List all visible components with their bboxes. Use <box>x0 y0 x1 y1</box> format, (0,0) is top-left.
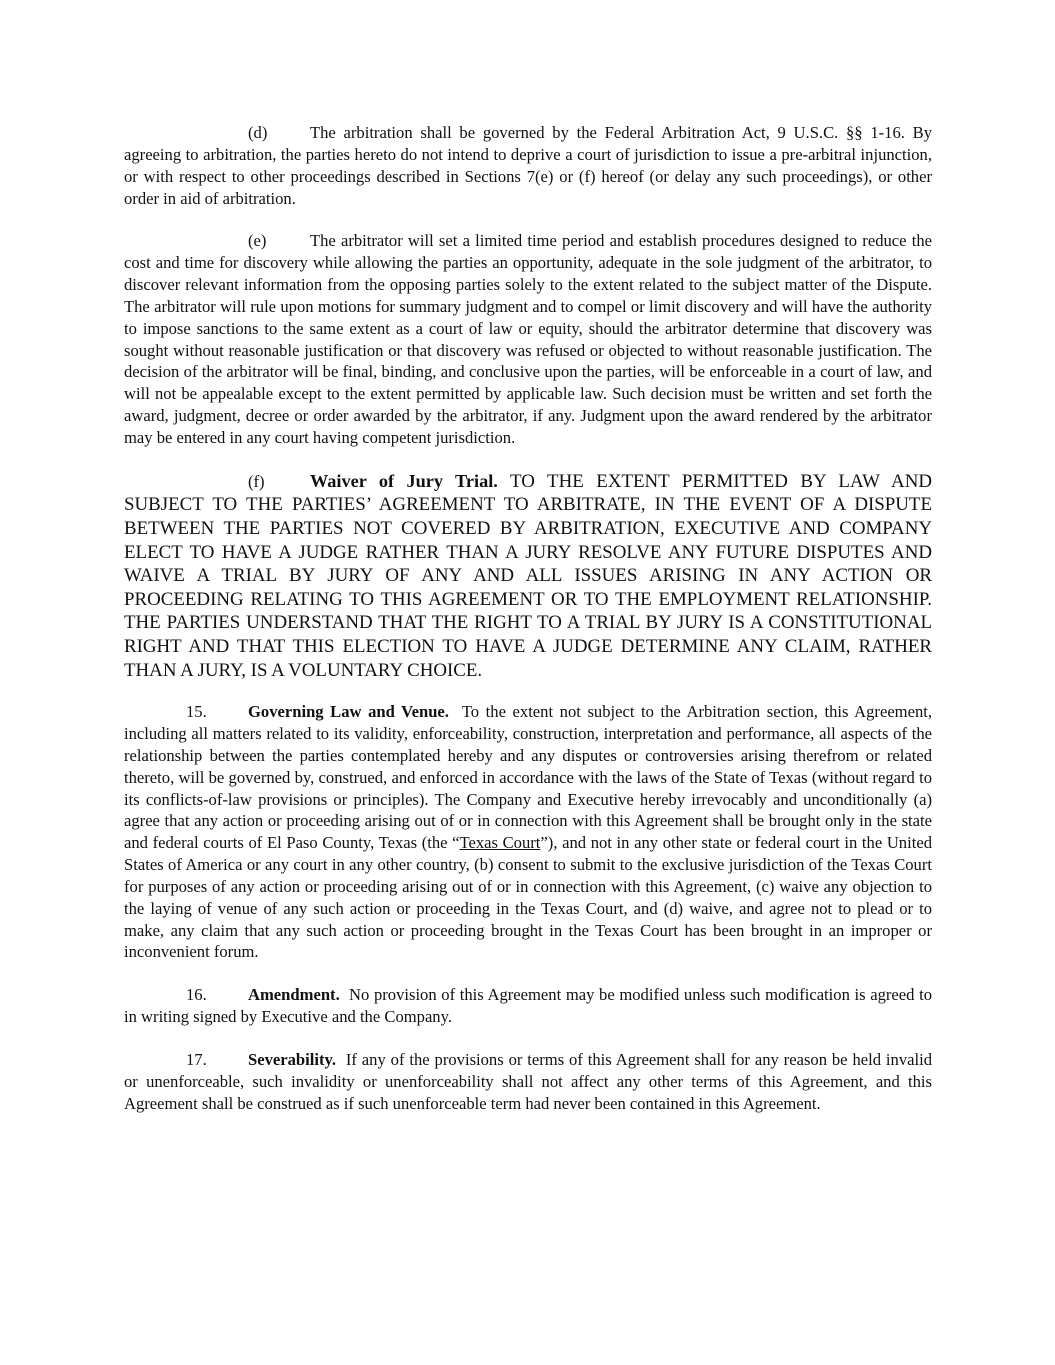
section-number: 16. <box>186 985 207 1005</box>
section-17-severability <box>124 1049 932 1115</box>
section-heading: Governing Law and Venue. <box>248 702 449 722</box>
section-15-governing-law <box>124 701 932 963</box>
document-page <box>124 122 932 1136</box>
section-number: 17. <box>186 1049 207 1069</box>
paragraph-e <box>124 230 932 448</box>
paragraph-number: (d) <box>248 123 268 142</box>
paragraph-f-jury-waiver <box>124 470 932 682</box>
paragraph-text: No provision of this Agreement may be modified unless such modification is agreed to in writing signed by Executive and the Company. <box>124 985 932 1027</box>
paragraph-number: (e) <box>248 231 267 251</box>
paragraph-text: The arbitrator will set a limited time period and establish procedures designed to reduce the cost and time for discovery while allowing the parties an opportunity, adequate in the sole judgment of the arbitrator, to discover relevant information from the opposing parties solely to the extent related to the subject matter of the Dispute. The arbitrator will rule upon motions for summary judgment and to compel or limit discovery and will have the authority to impose sanctions to the same extent as a court of law or equity, should the arbitrator determine that discovery was sought without reasonable justification or that discovery was refused or objected to without reasonable justification. The decision of the arbitrator will be final, binding, and conclusive upon the parties, will be enforceable in a court of law, and will not be appealable except to the extent permitted by applicable law. Such decision must be written and set forth the award, judgment, decree or order awarded by the arbitrator, if any. Judgment upon the award rendered by the arbitrator may be entered in any court having competent jurisdiction. <box>124 231 932 447</box>
defined-term: Texas Court <box>459 833 541 853</box>
paragraph-text: If any of the provisions or terms of this Agreement shall for any reason be held invalid or unenforceable, such invalidity or unenforceability shall not affect any other terms of this Agreement, and this Agreement shall be construed as if such unenforceable term had never been contained in this Agreement. <box>124 1049 933 1113</box>
paragraph-number: (f) <box>248 471 265 491</box>
section-16-amendment <box>124 984 932 1028</box>
paragraph-text: The arbitration shall be governed by the Federal Arbitration Act, 9 U.S.C. §§ 1-16. By agreeing to arbitration, the parties hereto do not intend to deprive a court of jurisdiction to issue a pre-arbitral injunction, or with respect to other proceedings described in Sections 7(e) or (f) hereof (or delay any such proceedings), or other order in aid of arbitration. <box>124 123 932 208</box>
section-heading: Waiver of Jury Trial. <box>310 470 498 491</box>
paragraph-d <box>124 122 932 209</box>
paragraph-text: To the extent not subject to the Arbitration section, this Agreement, including all matters related to its validity, enforceability, construction, interpretation and performance, all aspects of the relationship between the parties contemplated hereby and any disputes or controversies arising therefrom or related thereto, will be governed by, construed, and enforced in accordance with the laws of the State of Texas (without regard to its conflicts-of-law provisions or principles). The Company and Executive hereby irrevocably and unconditionally (a) agree that any action or proceeding arising out of or in connection with this Agreement shall be brought only in the state and federal courts of El Paso County, Texas (the “ <box>124 702 933 853</box>
section-heading: Amendment. <box>248 985 340 1005</box>
section-heading: Severability. <box>248 1049 337 1069</box>
paragraph-text-continued: ”), and not in any other state or federal court in the United States of America or any court in any other country, (b) consent to submit to the exclusive jurisdiction of the Texas Court for purposes of any action or proceeding arising out of or in connection with this Agreement, (c) waive any objection to the laying of venue of any such action or proceeding in the Texas Court, and (d) waive, and agree not to plead or to make, any claim that any such action or proceeding brought in the Texas Court has been brought in an improper or inconvenient forum. <box>124 833 932 962</box>
section-number: 15. <box>186 702 207 722</box>
paragraph-text: TO THE EXTENT PERMITTED BY LAW AND SUBJECT TO THE PARTIES’ AGREEMENT TO ARBITRATE, IN THE EVENT OF A DISPUTE BETWEEN THE PARTIES NOT COVERED BY ARBITRATION, EXECUTIVE AND COMPANY ELECT TO HAVE A JUDGE RATHER THAN A JURY RESOLVE ANY FUTURE DISPUTES AND WAIVE A TRIAL BY JURY OF ANY AND ALL ISSUES ARISING IN ANY ACTION OR PROCEEDING RELATING TO THIS AGREEMENT OR TO THE EMPLOYMENT RELATIONSHIP. THE PARTIES UNDERSTAND THAT THE RIGHT TO A TRIAL BY JURY IS A CONSTITUTIONAL RIGHT AND THAT THIS ELECTION TO HAVE A JUDGE DETERMINE ANY CLAIM, RATHER THAN A JURY, IS A VOLUNTARY CHOICE. <box>124 470 932 681</box>
